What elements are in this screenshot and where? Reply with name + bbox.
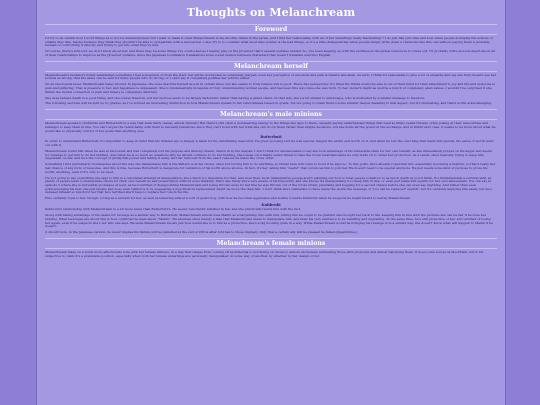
paragraph: Kuhbrubi's relationship with Melanchream is a lot more tense than Butterbutt's. He seems reluctantly satisfied in her, and she practically taunts him with the fact. [45,207,302,212]
paragraph: She does believe death is a good thing, and she craves freedom, but her motives seem to be largely hedonistic rather than having a grand vision. In that way, she's a bit similar to mindscape, who is motivated by a similar message to freedom. [45,95,425,100]
subheading-kuhbrubi: Kuhbrubi [261,203,281,208]
subheading-butterbutt: Butterbutt [260,135,282,140]
paragraph: (I should note, in the Japanese version, he never implies his failure will be punished at the end of Citrus after Ichi has to those implied). Only that a certain ally will be pleased he failed gingerbrave.) [45,230,357,235]
page-title: Thoughts on Melanchream [186,6,356,19]
paragraph: Along with taking advantage of his desire for revenge as a similar way to Butterbutt, Melanchream almost uses Mailin as a bargaining chip with him, telling him he ought to be grateful she brought her back to life, keeping him in line with the promise she can be fair if he does her bidding. What leverages are about this is how conflicted he feels about "Mailin". He assumes she's merely a fake that Melanchream made to manipulate him, and feels his very existence to be insulting and degrading. At the same time, he's still protective of her, and terrified of losing her again, even if he suspects she's not who she says. Because Melanchream knows just how useful she is to him as a protective, she's a big hooking quite in a way. While Melanchream would be bringing his revenge is in a similar way, she doesn't know what will happen to Mailin if he doesn't. [45,213,493,229]
paragraph: Melanchream found him when he was at his lowest and had completely lost his purpose and lifelong dream, drawn in by his despair. I don't think it's unreasonable to say she took advantage of his vulnerable state for her own benefit, as she immediately preyed on his anger and desire for revenge to get him to do her bidding. And when he is so much as questions why he should continue to do her bidding, she tosses out a flashy veiled threat to take the Cross Guardian name he only holds on to under her protection. As a result, she's basically trying to keep him dependent on her, and he's the concept of giving him power and taking it away, isn't far removed from the exact reasons he hates the cross order. [45,149,493,161]
paragraph: In order to understand Butterbutt, it's important to keep in mind that his inflated ego is largely a mask for his debilitating insecurity. He grew up being told he was special, fanged the entire self worth on it, and when he lost the one thing that made him special, his sense of worth went out with it. [45,139,494,148]
paragraph: I'm not going to say everything she says to him is a calculated attempt at manipulation, she's much too impulsive for that, and even then, most manipulative people aren't planning out how to treat people somehow to as much depth as you'd think. It's fundamentally a survival skill, as plenty of people learn to manipulate others for their own benefit as self preservation without even thinking. She's also likely she's very aware of his insecurity, and she knows it's manipulating it to keep him in line, or even just make him squirm for her own amusement. You can say in episode 5 where she is incredibly grotesque at best, as he's terrified of disappointing Melanchream and being thrown away by her like he was thrown out of the Cross Order, panicking and begging for a second chance before she can even say anything. And rather than even acknowledging his fear, she just laughs and does even reinforce it by suggesting a hypothetical replacement might be more the than him. I don't think she's deliberate to have made the words the message of "you can be replaced" explicit, but it's certainly implying him easily, but he's debased himself so much for her that he's terrified she'll have to replace her role in his life. [45,175,492,195]
section-heading-herself: Melanchream herself [45,61,497,72]
paragraph: On an ideological level, Melanchream hates around. In Japanese, she does describe herself as evil in certain lines, but she seems to truly believe evil is good. There has perspective; it's filled the thinks everyone else is out of their mind for their attachment to joy and life and everyone is pain and suffering. That is pleasure to her, and happiness is unpleasant. She is fundamentally incapable of truly understanding normal people, and has been this way since she was born. To her, modern might as well be a bunch of completely alien values. I wouldn't be surprised if she thinks the mortal connection of pain and misery is completely arbitrary. [45,82,495,94]
paragraph: Of course, there's still a lot we don't know about her, and there may be some things I've overlooked as I mainly play on the JP server that's several updates behind. So, I've been keeping up with the plotlines in the global version as it comes out. I'll probably write more in-depth about all of their relationships to improve as the JP server updates, since the Japanese localization translations some social nuance between characters that doesn't translate well into English. [45,49,496,57]
paragraph: He's certainly loyal to her, though, loving as a servant for her, as well as believing almost a sort of guard dog, with how he becomes aggressive and hostile towards Kuhbrubi when he suspects he might intend to betray Melanchream. [45,196,412,201]
paragraph: Melanchream speaks to Kuhbrubi and Butterbutt in a way that feels fairly casual, almost friendly! But there's still often a domineering energy to the things she says to them, casually saying underhanded things that read as thinly veiled threats, often poking at their insecurities and missteps to keep them in line. You can't argue the relationship with them is mutually beneficial, since they can't bond with her what she can do for them rather than simple decisions, but she holds all the power in the exchange, and in Kuhbrubi's case, it seems to be more about what he would like to physically control of her goals than anything else. [45,121,496,133]
section-heading-female-minions: Melanchream's female minions [45,238,497,249]
paragraph: Melanchream's backstory firmly established something I had a suspicion of from the start: her entire world-view is completely warped, even her perception of emotions and pain is bizarre and alien. As such, I think it's reasonable to give a lot of empathy and say she truly doesn't see her actions as wrong, that the same can be said for many people who do wrong, or I can't say it completely justifies her actions either. [45,72,497,81]
paragraph: Melanchream takes on a much more affectionate tone with her female minions, in a way that ranges from coming off as maternal to bordering on decency, almost exclusively addressing those with pronouns and almost babyfying them. It does come across as favoritism, but if I'm subjective to claim it's a preferable position, especially when both her female underlings are personally manipulated, in some way or another, by whether by her design or not. [45,249,484,258]
paragraph: Something I find particularly troublesome about the way she manipulates him is the Pattern is at his choice, she's not forcing him to do anything, so threat here will come to bond if he says no. To this point, she's already roped him into essentially becoming a fugitive, so that's really her last chance of any form of response. And this is fine, because Butterbutt is desperate for validation of his worth above all else. In fact, it's her calling him "useful" that convinces him to join her. He doesn't need to be special anymore. He just needs some kind of purpose to prove his worth, anything, even if it's only to be used. [45,162,496,174]
paragraph: I'd try to be careful how I word things as to not be misinterpreted, but I want to make it clear Melanchream is my favorite villain in the series, and I find her relationship with all of her underlings really fascinating!!! I do just like yuri idea and how when people downplay the actions of villains they like, maybe because they think they shouldn't be able to sympathize with a bad person. I also try to to consider what most fans ponder is the bad things, so it's a little disappointing when people simply write down a character like this one without paying them a probably instead of confronting it directly and trying to get into what they've had. [45,36,493,48]
section-heading-foreword: Foreword [45,24,497,35]
article-page [36,0,506,405]
paragraph: The following sections will be split up by grades, as I've noticed an interesting distinction in how Melanchream speaks to her subordinates based on grade. I'm not going to claim there's some sinister deeper meaning to that aspect, but it's interesting, and that's worth acknowledging. [45,101,493,106]
section-heading-male-minions: Melanchream's male minions [45,109,497,120]
